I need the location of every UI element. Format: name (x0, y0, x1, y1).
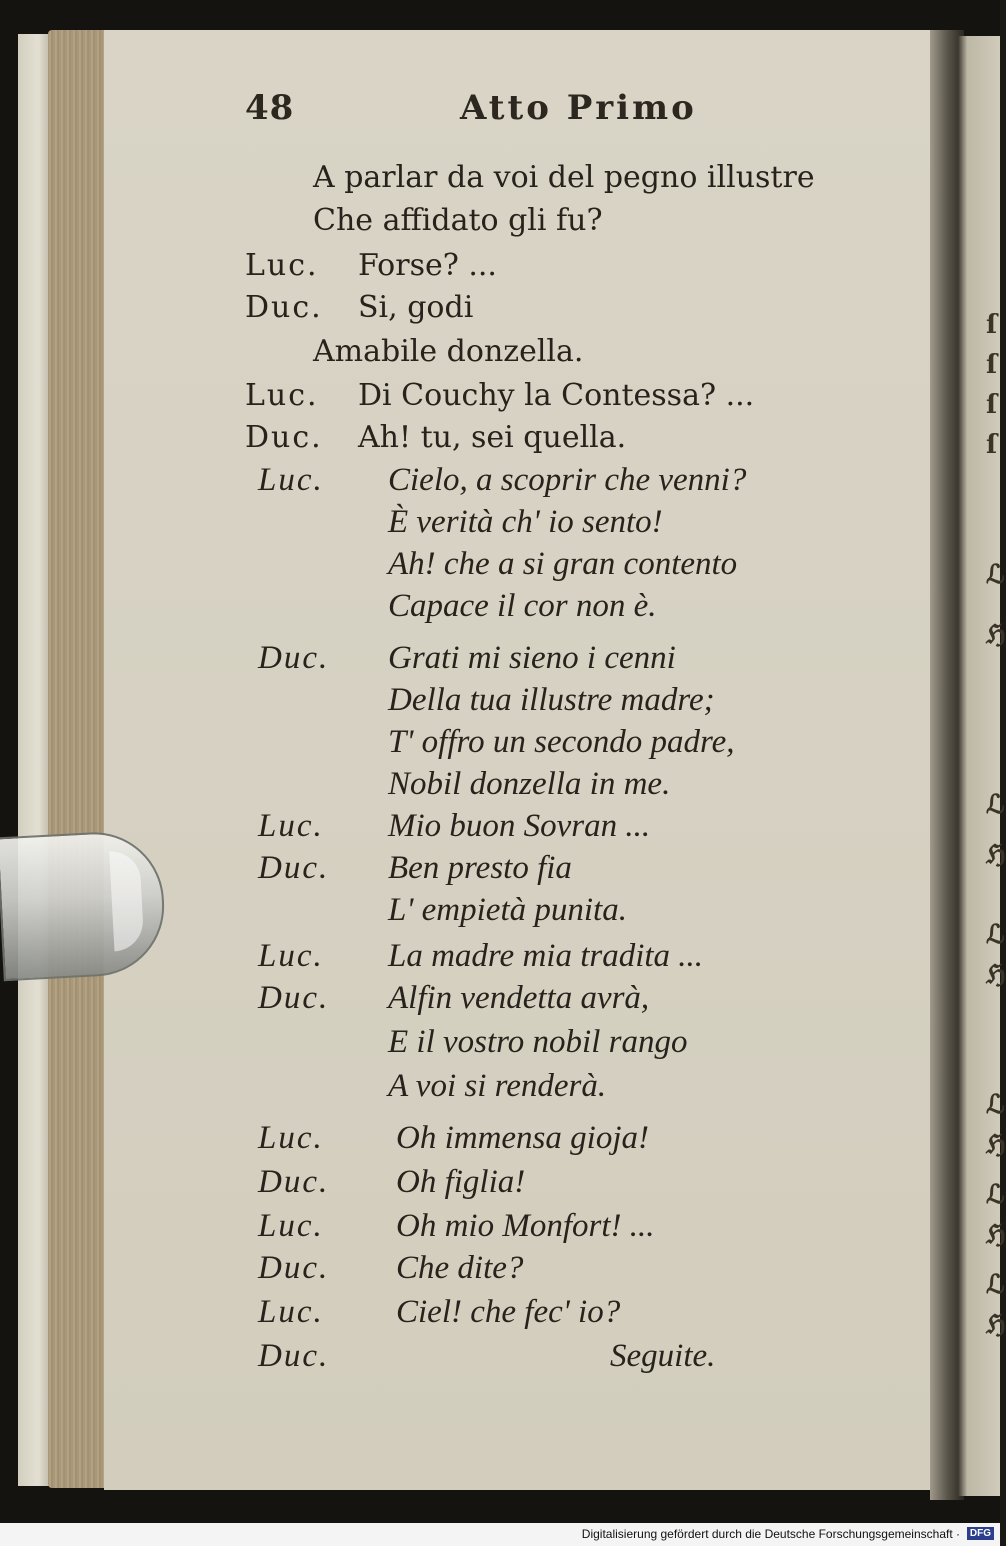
speaker-label: Duc. (245, 420, 323, 455)
facing-page-glyph: ℌ (986, 1130, 1006, 1160)
digitization-footer (0, 1523, 1000, 1546)
facing-page-glyph: ℒ (986, 790, 1005, 820)
speaker-label: Duc. (258, 1338, 330, 1374)
verse-line: Oh immensa gioja! (396, 1120, 649, 1156)
verse-line: Seguite. (610, 1338, 716, 1374)
speaker-label: Luc. (258, 808, 324, 844)
facing-page-glyph: ℒ (986, 560, 1005, 590)
verse-line: A voi si renderà. (388, 1068, 607, 1104)
speaker-label: Duc. (258, 1250, 330, 1286)
verse-line: Ciel! che fec' io? (396, 1294, 621, 1330)
facing-page-glyph: ℒ (986, 1180, 1005, 1210)
facing-page-glyph: ſ (986, 390, 998, 420)
facing-page-glyph: ſ (986, 350, 998, 380)
verse-line: Capace il cor non è. (388, 588, 657, 624)
page-stack-edge (48, 30, 110, 1488)
verse-line: Si, godi (358, 290, 474, 325)
verse-line: Della tua illustre madre; (388, 682, 715, 718)
verse-line: Alfin vendetta avrà, (388, 980, 650, 1016)
facing-page-glyph: ℒ (986, 920, 1005, 950)
facing-page-glyph: ℌ (986, 1310, 1006, 1340)
verse-line: Che affidato gli fu? (313, 203, 603, 238)
verse-line: Cielo, a scoprir che venni? (388, 462, 747, 498)
facing-page-glyph: ℒ (986, 1090, 1005, 1120)
verse-line: È verità ch' io sento! (388, 504, 663, 540)
speaker-label: Luc. (258, 1208, 324, 1244)
verse-line: Ben presto fia (388, 850, 572, 886)
speaker-label: Duc. (258, 850, 330, 886)
footer-credit: Digitalisierung gefördert durch die Deutsche Forschungsgemeinschaft · (581, 1527, 960, 1541)
verse-line: Che dite? (396, 1250, 524, 1286)
verse-line: A parlar da voi del pegno illustre (313, 160, 815, 195)
speaker-label: Luc. (258, 938, 324, 974)
verse-line: Oh mio Monfort! ... (396, 1208, 655, 1244)
facing-page-glyph: ſ (986, 310, 998, 340)
speaker-label: Duc. (258, 1164, 330, 1200)
facing-page-glyph: ℌ (986, 960, 1006, 990)
dfg-logo: DFG (967, 1527, 994, 1540)
verse-line: T' offro un secondo padre, (388, 724, 735, 760)
verse-line: Di Couchy la Contessa? ... (358, 378, 755, 413)
verse-line: Oh figlia! (396, 1164, 526, 1200)
page-number: 48 (245, 88, 295, 128)
speaker-label: Luc. (245, 248, 319, 283)
running-title: Atto Primo (460, 88, 697, 128)
facing-page-glyph: ℒ (986, 1270, 1005, 1300)
facing-page-glyph: ℌ (986, 620, 1006, 650)
verse-line: Ah! tu, sei quella. (358, 420, 627, 455)
speaker-label: Luc. (258, 1294, 324, 1330)
verse-line: Mio buon Sovran ... (388, 808, 651, 844)
verse-line: Amabile donzella. (313, 334, 584, 369)
speaker-label: Duc. (258, 980, 330, 1016)
facing-page-glyph: ſ (986, 430, 998, 460)
verse-line: L' empietà punita. (388, 892, 627, 928)
speaker-label: Duc. (258, 640, 330, 676)
verse-line: Grati mi sieno i cenni (388, 640, 676, 676)
verse-line: La madre mia tradita ... (388, 938, 704, 974)
speaker-label: Luc. (258, 1120, 324, 1156)
speaker-label: Duc. (245, 290, 323, 325)
facing-page-glyph: ℌ (986, 840, 1006, 870)
verse-line: Nobil donzella in me. (388, 766, 671, 802)
verse-line: Ah! che a si gran contento (388, 546, 738, 582)
speaker-label: Luc. (245, 378, 319, 413)
speaker-label: Luc. (258, 462, 324, 498)
verse-line: Forse? ... (358, 248, 497, 283)
facing-page-glyph: ℌ (986, 1220, 1006, 1250)
verse-line: E il vostro nobil rango (388, 1024, 688, 1060)
book-block-edge (18, 34, 52, 1486)
